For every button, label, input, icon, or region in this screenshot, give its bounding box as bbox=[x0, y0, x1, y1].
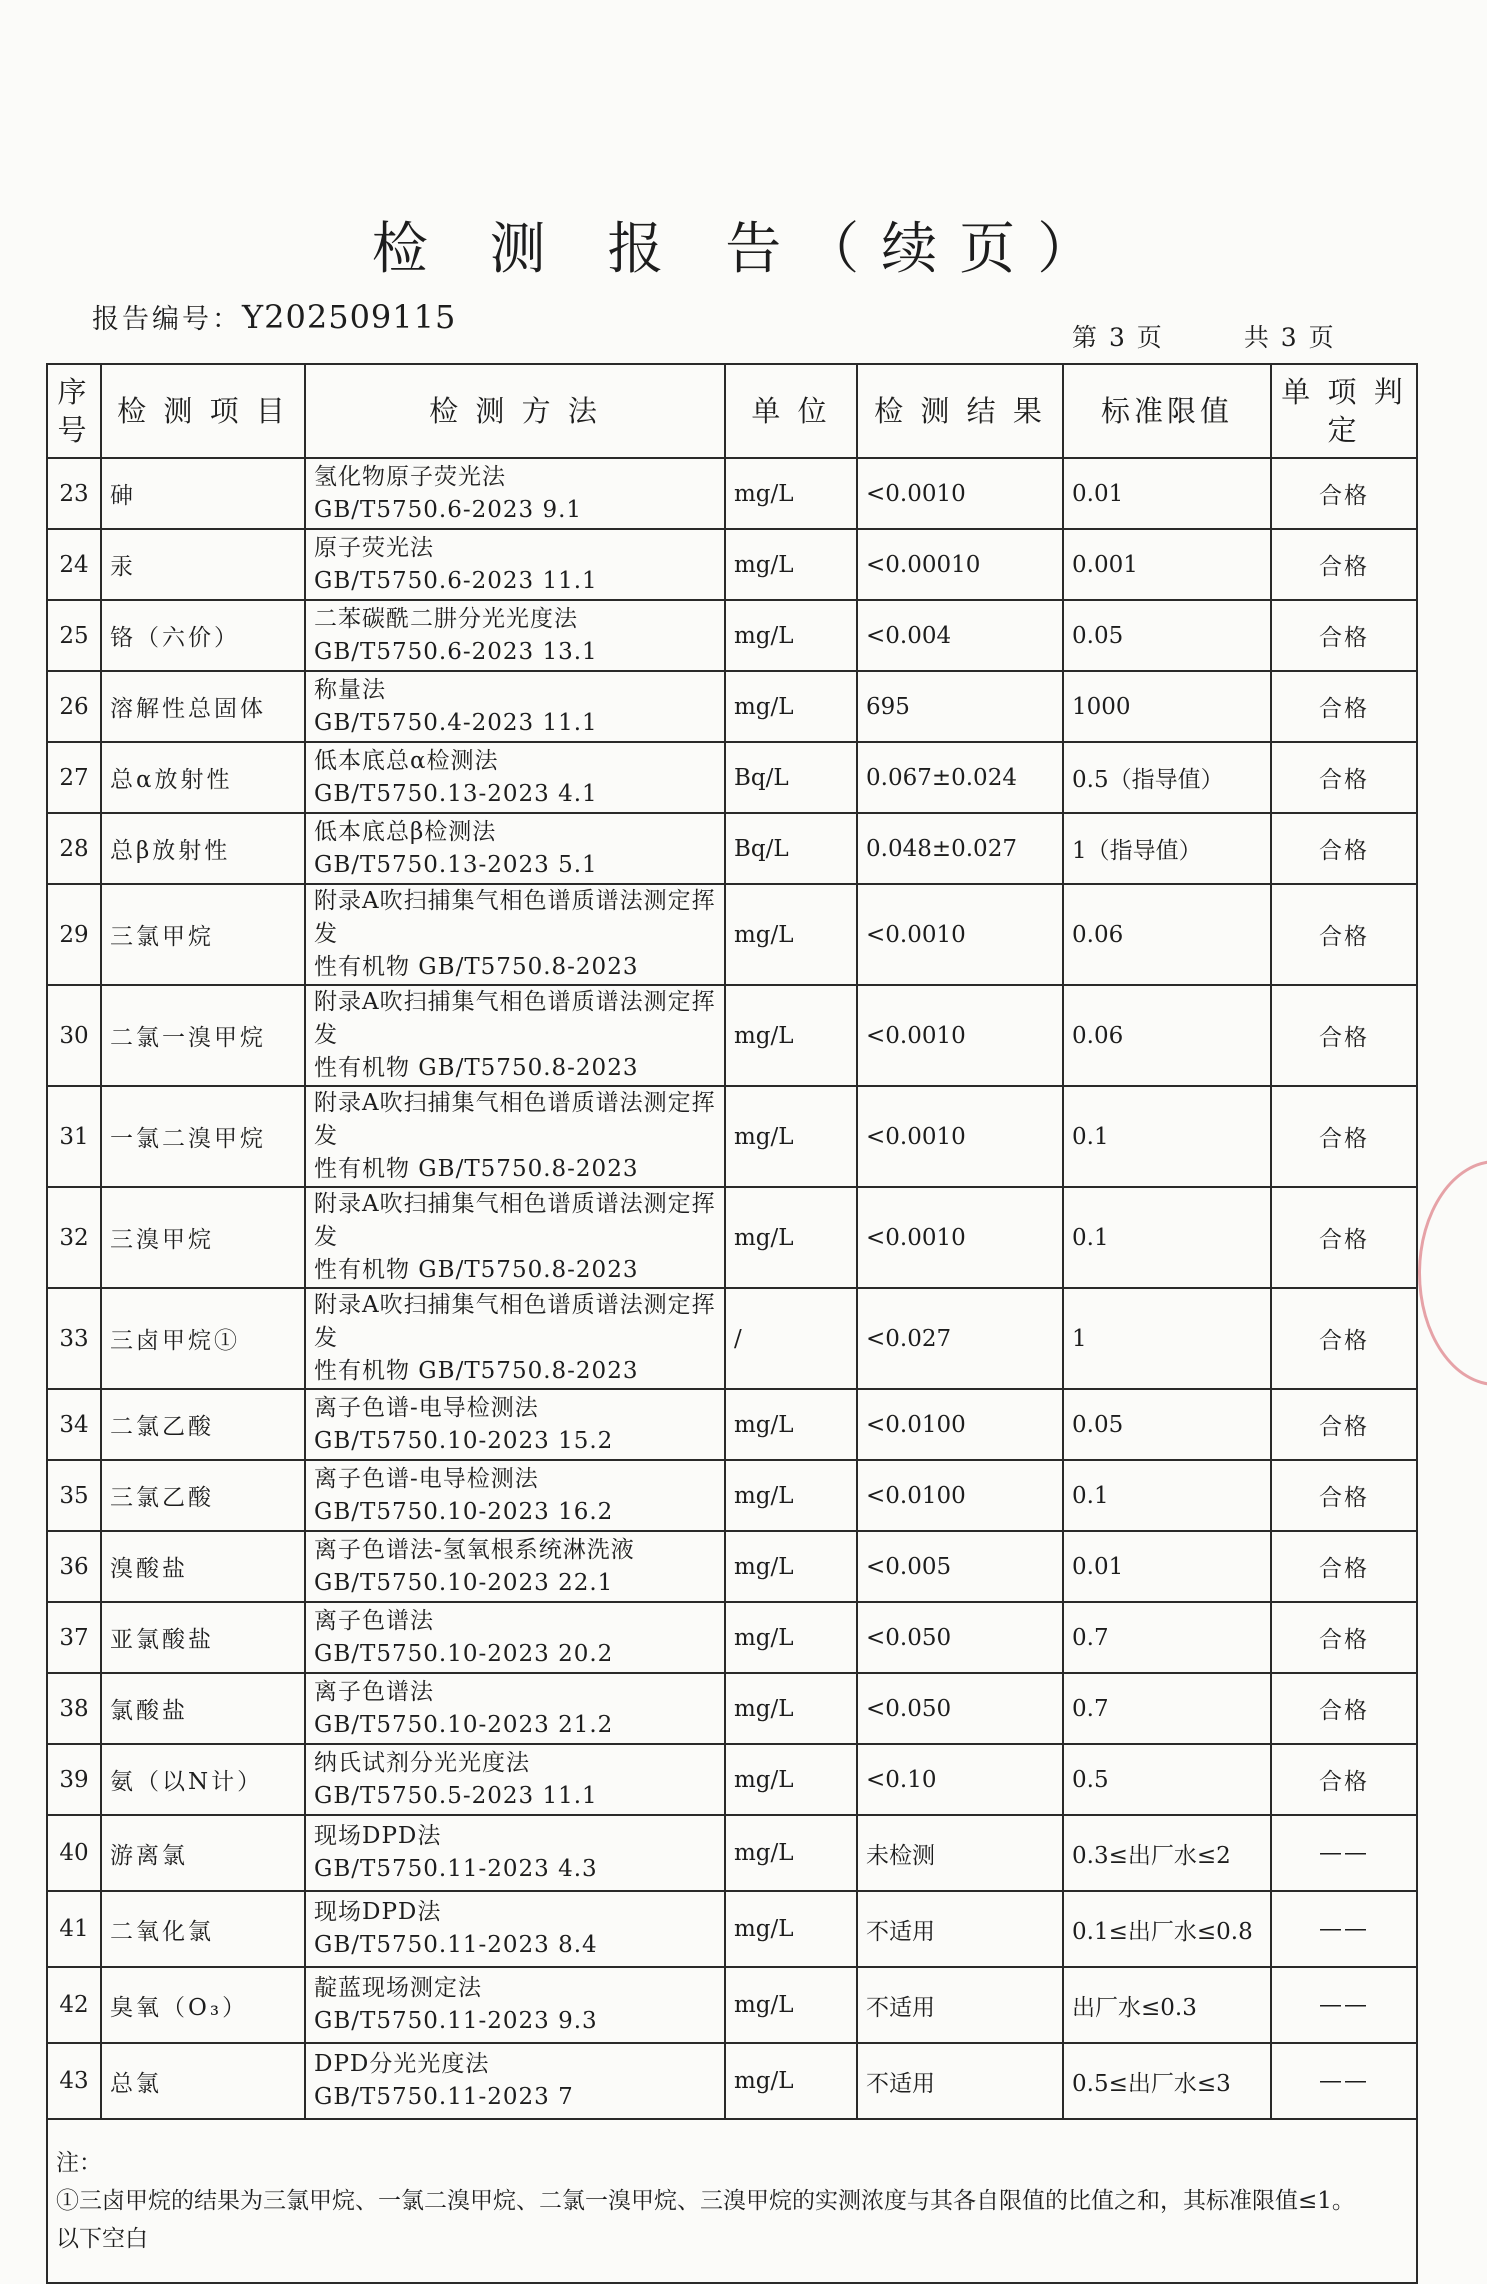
row-method-name: 二苯碳酰二肼分光光度法 bbox=[314, 605, 578, 632]
row-unit: Bq/L bbox=[725, 742, 857, 813]
row-item: 总α放射性 bbox=[101, 742, 305, 813]
row-method-standard: GB/T5750.6-2023 9.1 bbox=[314, 496, 583, 523]
report-number-label: 报告编号： bbox=[92, 304, 242, 335]
row-method-name: 附录A吹扫捕集气相色谱质谱法测定挥发 bbox=[314, 1191, 716, 1250]
row-unit: mg/L bbox=[725, 1815, 857, 1891]
row-method bbox=[305, 1460, 725, 1531]
row-unit: / bbox=[725, 1288, 857, 1389]
note-1: ①三卤甲烷的结果为三氯甲烷、一氯二溴甲烷、二氯一溴甲烷、三溴甲烷的实测浓度与其各自限值的比值之和，其标准限值≤1。 bbox=[56, 2188, 1355, 2214]
row-method-name: 离子色谱-电导检测法 bbox=[314, 1465, 539, 1492]
row-method-standard: 性有机物 GB/T5750.8-2023 bbox=[314, 1055, 639, 1081]
table-row bbox=[47, 985, 1417, 1086]
row-item: 砷 bbox=[101, 458, 305, 529]
row-seq: 28 bbox=[47, 813, 101, 884]
row-method-standard: 性有机物 GB/T5750.8-2023 bbox=[314, 954, 639, 980]
row-verdict: 合格 bbox=[1271, 671, 1417, 742]
row-method-name: 氢化物原子荧光法 bbox=[314, 463, 506, 490]
row-result: <0.0010 bbox=[857, 1086, 1063, 1187]
table-row bbox=[47, 1389, 1417, 1460]
header-item: 检 测 项 目 bbox=[101, 364, 305, 458]
row-method-standard: GB/T5750.11-2023 8.4 bbox=[314, 1932, 598, 1958]
row-seq: 40 bbox=[47, 1815, 101, 1891]
row-result: <0.0010 bbox=[857, 985, 1063, 1086]
row-limit: 0.01 bbox=[1063, 1531, 1271, 1602]
table-row bbox=[47, 529, 1417, 600]
row-unit: mg/L bbox=[725, 1389, 857, 1460]
row-method-name: 现场DPD法 bbox=[314, 1823, 442, 1849]
row-limit: 0.1 bbox=[1063, 1086, 1271, 1187]
row-verdict: 合格 bbox=[1271, 1288, 1417, 1389]
row-limit: 0.3≤出厂水≤2 bbox=[1063, 1815, 1271, 1891]
row-method bbox=[305, 1602, 725, 1673]
row-method-name: 靛蓝现场测定法 bbox=[314, 1975, 482, 2001]
row-verdict: 合格 bbox=[1271, 529, 1417, 600]
row-seq: 31 bbox=[47, 1086, 101, 1187]
row-method bbox=[305, 985, 725, 1086]
row-method-name: 离子色谱法-氢氧根系统淋洗液 bbox=[314, 1536, 635, 1563]
row-item: 一氯二溴甲烷 bbox=[101, 1086, 305, 1187]
row-result: <0.004 bbox=[857, 600, 1063, 671]
row-limit: 0.7 bbox=[1063, 1602, 1271, 1673]
row-verdict: 合格 bbox=[1271, 985, 1417, 1086]
seal-stamp-edge bbox=[1418, 1160, 1487, 1386]
row-verdict: 合格 bbox=[1271, 1460, 1417, 1531]
row-limit: 1 bbox=[1063, 1288, 1271, 1389]
row-unit: mg/L bbox=[725, 1460, 857, 1531]
row-seq: 25 bbox=[47, 600, 101, 671]
row-seq: 27 bbox=[47, 742, 101, 813]
table-row bbox=[47, 1891, 1417, 1967]
row-method-standard: GB/T5750.10-2023 21.2 bbox=[314, 1711, 614, 1738]
row-limit: 0.7 bbox=[1063, 1673, 1271, 1744]
row-verdict: 合格 bbox=[1271, 458, 1417, 529]
table-row bbox=[47, 1460, 1417, 1531]
header-seq: 序号 bbox=[47, 364, 101, 458]
row-method-name: 附录A吹扫捕集气相色谱质谱法测定挥发 bbox=[314, 1090, 716, 1149]
table-row bbox=[47, 600, 1417, 671]
row-result: 0.067±0.024 bbox=[857, 742, 1063, 813]
row-method-name: 离子色谱法 bbox=[314, 1678, 434, 1705]
row-seq: 33 bbox=[47, 1288, 101, 1389]
row-seq: 34 bbox=[47, 1389, 101, 1460]
row-unit: mg/L bbox=[725, 458, 857, 529]
row-result: <0.0100 bbox=[857, 1460, 1063, 1531]
table-header-row bbox=[47, 364, 1417, 458]
results-table bbox=[46, 363, 1418, 2284]
row-method bbox=[305, 884, 725, 985]
notes-cell bbox=[47, 2119, 1417, 2283]
row-method-standard: 性有机物 GB/T5750.8-2023 bbox=[314, 1156, 639, 1182]
row-unit: mg/L bbox=[725, 1967, 857, 2043]
row-method-name: 低本底总α检测法 bbox=[314, 747, 499, 774]
row-item: 溶解性总固体 bbox=[101, 671, 305, 742]
row-verdict: —— bbox=[1271, 1967, 1417, 2043]
row-unit: mg/L bbox=[725, 884, 857, 985]
row-method bbox=[305, 1967, 725, 2043]
row-item: 三溴甲烷 bbox=[101, 1187, 305, 1288]
table-row bbox=[47, 1602, 1417, 1673]
row-seq: 32 bbox=[47, 1187, 101, 1288]
row-verdict: 合格 bbox=[1271, 884, 1417, 985]
header-limit: 标准限值 bbox=[1063, 364, 1271, 458]
row-seq: 39 bbox=[47, 1744, 101, 1815]
table-row bbox=[47, 1187, 1417, 1288]
row-result: <0.0100 bbox=[857, 1389, 1063, 1460]
row-verdict: 合格 bbox=[1271, 1187, 1417, 1288]
row-limit: 0.1 bbox=[1063, 1187, 1271, 1288]
row-method-name: 原子荧光法 bbox=[314, 534, 434, 561]
report-number-value: Y202509115 bbox=[242, 298, 457, 336]
row-limit: 1000 bbox=[1063, 671, 1271, 742]
row-seq: 41 bbox=[47, 1891, 101, 1967]
row-seq: 38 bbox=[47, 1673, 101, 1744]
row-verdict: 合格 bbox=[1271, 1744, 1417, 1815]
page-current: 第 3 页 bbox=[1072, 323, 1164, 352]
row-item: 铬（六价） bbox=[101, 600, 305, 671]
page-number bbox=[1072, 318, 1358, 354]
notes-row bbox=[47, 2119, 1417, 2283]
row-method-name: 离子色谱-电导检测法 bbox=[314, 1394, 539, 1421]
row-item: 氨（以N计） bbox=[101, 1744, 305, 1815]
row-method-name: 称量法 bbox=[314, 676, 386, 703]
table-row bbox=[47, 1744, 1417, 1815]
row-item: 三氯乙酸 bbox=[101, 1460, 305, 1531]
row-method-standard: GB/T5750.6-2023 13.1 bbox=[314, 638, 598, 665]
row-limit: 0.5（指导值） bbox=[1063, 742, 1271, 813]
row-unit: mg/L bbox=[725, 1531, 857, 1602]
row-method bbox=[305, 1389, 725, 1460]
row-verdict: 合格 bbox=[1271, 1531, 1417, 1602]
row-method bbox=[305, 1187, 725, 1288]
row-seq: 36 bbox=[47, 1531, 101, 1602]
row-method-standard: GB/T5750.10-2023 15.2 bbox=[314, 1427, 614, 1454]
row-method-name: 附录A吹扫捕集气相色谱质谱法测定挥发 bbox=[314, 888, 716, 947]
row-verdict: —— bbox=[1271, 1815, 1417, 1891]
row-method-standard: GB/T5750.13-2023 5.1 bbox=[314, 851, 598, 878]
row-result: <0.0010 bbox=[857, 1187, 1063, 1288]
row-method-name: 纳氏试剂分光光度法 bbox=[314, 1749, 530, 1776]
header-method: 检 测 方 法 bbox=[305, 364, 725, 458]
row-method-name: 低本底总β检测法 bbox=[314, 818, 497, 845]
row-method-standard: GB/T5750.10-2023 16.2 bbox=[314, 1498, 614, 1525]
row-item: 二氯乙酸 bbox=[101, 1389, 305, 1460]
row-unit: mg/L bbox=[725, 529, 857, 600]
row-method-standard: GB/T5750.13-2023 4.1 bbox=[314, 780, 598, 807]
row-limit: 0.06 bbox=[1063, 985, 1271, 1086]
row-method-name: 附录A吹扫捕集气相色谱质谱法测定挥发 bbox=[314, 989, 716, 1048]
row-result: <0.10 bbox=[857, 1744, 1063, 1815]
row-method-name: 附录A吹扫捕集气相色谱质谱法测定挥发 bbox=[314, 1292, 716, 1351]
row-method bbox=[305, 671, 725, 742]
table-row bbox=[47, 1967, 1417, 2043]
row-result: 695 bbox=[857, 671, 1063, 742]
table-row bbox=[47, 813, 1417, 884]
header-result: 检 测 结 果 bbox=[857, 364, 1063, 458]
row-limit: 0.05 bbox=[1063, 1389, 1271, 1460]
table-row bbox=[47, 1288, 1417, 1389]
row-verdict: 合格 bbox=[1271, 600, 1417, 671]
header-verdict: 单 项 判 定 bbox=[1271, 364, 1417, 458]
row-item: 游离氯 bbox=[101, 1815, 305, 1891]
row-method-standard: 性有机物 GB/T5750.8-2023 bbox=[314, 1257, 639, 1283]
row-method bbox=[305, 458, 725, 529]
row-unit: mg/L bbox=[725, 1744, 857, 1815]
row-result: <0.050 bbox=[857, 1602, 1063, 1673]
row-limit: 0.1 bbox=[1063, 1460, 1271, 1531]
row-method-standard: GB/T5750.4-2023 11.1 bbox=[314, 709, 598, 736]
row-method bbox=[305, 1531, 725, 1602]
row-method-standard: 性有机物 GB/T5750.8-2023 bbox=[314, 1358, 639, 1384]
row-result: <0.0010 bbox=[857, 458, 1063, 529]
row-item: 总β放射性 bbox=[101, 813, 305, 884]
row-item: 溴酸盐 bbox=[101, 1531, 305, 1602]
table-row bbox=[47, 884, 1417, 985]
row-result: <0.0010 bbox=[857, 884, 1063, 985]
row-unit: Bq/L bbox=[725, 813, 857, 884]
row-limit: 出厂水≤0.3 bbox=[1063, 1967, 1271, 2043]
row-limit: 0.5≤出厂水≤3 bbox=[1063, 2043, 1271, 2119]
row-method-name: 离子色谱法 bbox=[314, 1607, 434, 1634]
row-limit: 0.5 bbox=[1063, 1744, 1271, 1815]
header-unit: 单 位 bbox=[725, 364, 857, 458]
row-method bbox=[305, 1891, 725, 1967]
row-limit: 0.01 bbox=[1063, 458, 1271, 529]
row-limit: 0.06 bbox=[1063, 884, 1271, 985]
page-total: 共 3 页 bbox=[1243, 323, 1336, 352]
row-result: 不适用 bbox=[857, 1967, 1063, 2043]
row-item: 总氯 bbox=[101, 2043, 305, 2119]
row-method bbox=[305, 1744, 725, 1815]
row-item: 亚氯酸盐 bbox=[101, 1602, 305, 1673]
report-number bbox=[92, 297, 456, 336]
row-method-standard: GB/T5750.5-2023 11.1 bbox=[314, 1782, 598, 1809]
row-result: 不适用 bbox=[857, 2043, 1063, 2119]
row-method bbox=[305, 2043, 725, 2119]
row-verdict: 合格 bbox=[1271, 813, 1417, 884]
row-method-standard: GB/T5750.11-2023 7 bbox=[314, 2084, 574, 2110]
row-seq: 30 bbox=[47, 985, 101, 1086]
row-verdict: 合格 bbox=[1271, 742, 1417, 813]
row-result: 0.048±0.027 bbox=[857, 813, 1063, 884]
row-unit: mg/L bbox=[725, 600, 857, 671]
row-verdict: 合格 bbox=[1271, 1086, 1417, 1187]
row-seq: 42 bbox=[47, 1967, 101, 2043]
row-seq: 37 bbox=[47, 1602, 101, 1673]
row-verdict: 合格 bbox=[1271, 1602, 1417, 1673]
row-item: 三卤甲烷① bbox=[101, 1288, 305, 1389]
row-result: <0.027 bbox=[857, 1288, 1063, 1389]
row-seq: 23 bbox=[47, 458, 101, 529]
row-item: 二氧化氯 bbox=[101, 1891, 305, 1967]
table-row bbox=[47, 1815, 1417, 1891]
row-method-standard: GB/T5750.10-2023 22.1 bbox=[314, 1569, 614, 1596]
row-unit: mg/L bbox=[725, 1673, 857, 1744]
row-method-standard: GB/T5750.11-2023 9.3 bbox=[314, 2008, 598, 2034]
row-item: 二氯一溴甲烷 bbox=[101, 985, 305, 1086]
row-seq: 35 bbox=[47, 1460, 101, 1531]
row-item: 三氯甲烷 bbox=[101, 884, 305, 985]
table-row bbox=[47, 1673, 1417, 1744]
row-method-name: DPD分光光度法 bbox=[314, 2051, 490, 2077]
notes-end: 以下空白 bbox=[56, 2226, 148, 2252]
row-unit: mg/L bbox=[725, 1891, 857, 1967]
row-result: <0.005 bbox=[857, 1531, 1063, 1602]
row-result: 不适用 bbox=[857, 1891, 1063, 1967]
row-verdict: 合格 bbox=[1271, 1389, 1417, 1460]
row-unit: mg/L bbox=[725, 671, 857, 742]
table-row bbox=[47, 2043, 1417, 2119]
row-verdict: —— bbox=[1271, 2043, 1417, 2119]
row-unit: mg/L bbox=[725, 985, 857, 1086]
row-method bbox=[305, 600, 725, 671]
row-limit: 0.1≤出厂水≤0.8 bbox=[1063, 1891, 1271, 1967]
row-unit: mg/L bbox=[725, 1187, 857, 1288]
row-seq: 24 bbox=[47, 529, 101, 600]
table-row bbox=[47, 1531, 1417, 1602]
page-title: 检 测 报 告（续页） bbox=[371, 217, 1116, 282]
row-unit: mg/L bbox=[725, 2043, 857, 2119]
row-seq: 29 bbox=[47, 884, 101, 985]
row-item: 氯酸盐 bbox=[101, 1673, 305, 1744]
row-method bbox=[305, 742, 725, 813]
table-row bbox=[47, 671, 1417, 742]
row-result: <0.050 bbox=[857, 1673, 1063, 1744]
row-method bbox=[305, 1086, 725, 1187]
row-verdict: —— bbox=[1271, 1891, 1417, 1967]
row-unit: mg/L bbox=[725, 1086, 857, 1187]
table-row bbox=[47, 458, 1417, 529]
row-method bbox=[305, 813, 725, 884]
row-verdict: 合格 bbox=[1271, 1673, 1417, 1744]
row-method bbox=[305, 1673, 725, 1744]
row-method-standard: GB/T5750.10-2023 20.2 bbox=[314, 1640, 614, 1667]
table-row bbox=[47, 742, 1417, 813]
row-limit: 0.05 bbox=[1063, 600, 1271, 671]
row-limit: 1（指导值） bbox=[1063, 813, 1271, 884]
row-method-standard: GB/T5750.6-2023 11.1 bbox=[314, 567, 598, 594]
row-method bbox=[305, 529, 725, 600]
row-seq: 43 bbox=[47, 2043, 101, 2119]
row-method-standard: GB/T5750.11-2023 4.3 bbox=[314, 1856, 598, 1882]
row-result: <0.00010 bbox=[857, 529, 1063, 600]
row-method-name: 现场DPD法 bbox=[314, 1899, 442, 1925]
row-method bbox=[305, 1815, 725, 1891]
notes-label: 注： bbox=[56, 2150, 102, 2176]
table-row bbox=[47, 1086, 1417, 1187]
row-method bbox=[305, 1288, 725, 1389]
row-item: 臭氧（O₃） bbox=[101, 1967, 305, 2043]
row-seq: 26 bbox=[47, 671, 101, 742]
row-item: 汞 bbox=[101, 529, 305, 600]
row-unit: mg/L bbox=[725, 1602, 857, 1673]
row-limit: 0.001 bbox=[1063, 529, 1271, 600]
row-result: 未检测 bbox=[857, 1815, 1063, 1891]
